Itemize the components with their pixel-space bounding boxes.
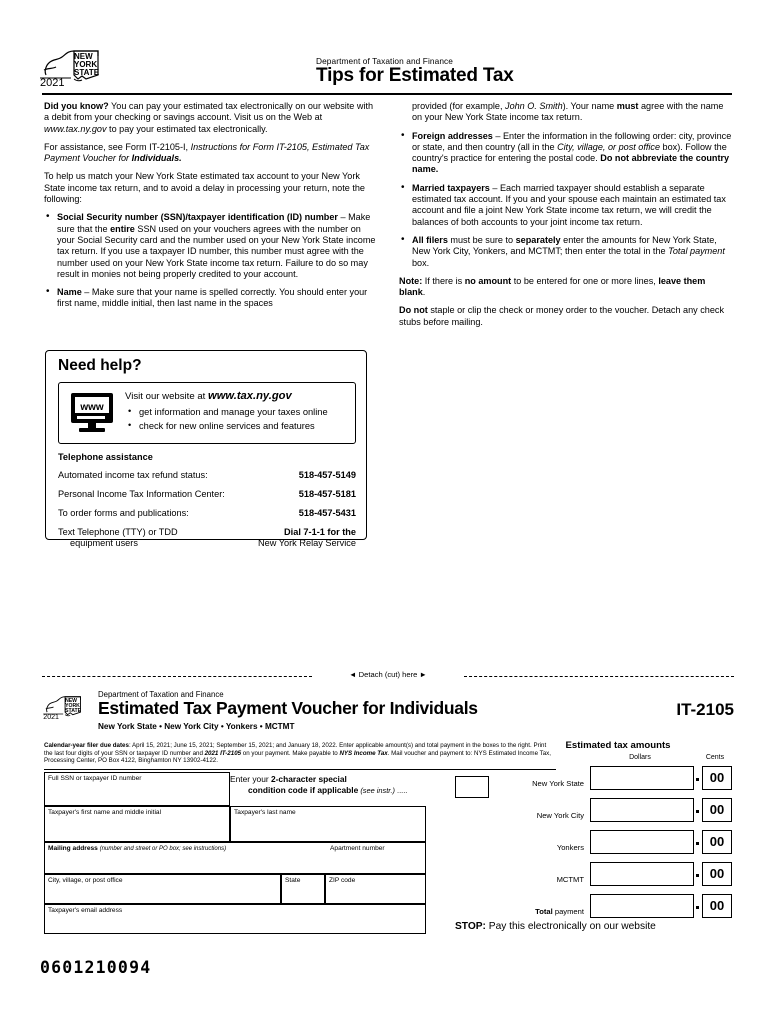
first-name-label: Taxpayer's first name and middle initial <box>48 809 162 816</box>
dollars-column-header: Dollars <box>629 754 651 761</box>
website-text-block <box>125 389 353 433</box>
state-field[interactable] <box>281 874 325 904</box>
amount-label: MCTMT <box>556 875 584 884</box>
decimal-dot <box>696 874 699 877</box>
telephone-assistance-title: Telephone assistance <box>58 452 153 462</box>
city-label: City, village, or post office <box>48 877 123 884</box>
phone-label: To order forms and publications: <box>58 508 189 518</box>
amount-dollars-input[interactable] <box>590 766 694 790</box>
svg-text:NEW: NEW <box>74 52 93 61</box>
amount-cents-value: 00 <box>702 766 732 790</box>
did-you-know-text-1: You can pay your estimated tax electronically on our website with a debit from your checking or savings account. Visit us on the Web at <box>44 101 374 123</box>
decimal-dot <box>696 778 699 781</box>
website-benefit-item: • get information and manage your taxes online <box>125 405 353 419</box>
bullet-all-filers <box>399 235 734 269</box>
bullet-married-label: Married taxpayers <box>412 182 490 193</box>
amount-cents-value: 00 <box>702 830 732 854</box>
amount-dollars-input[interactable] <box>590 798 694 822</box>
continuation-italic: John O. Smith <box>505 101 563 111</box>
detach-cut-line <box>42 670 734 684</box>
voucher-instructions <box>44 742 556 765</box>
bullet-foreign-addresses <box>399 131 734 176</box>
cents-column-header: Cents <box>705 754 725 761</box>
bullet-foreign-text-1: – Enter the information in the following order: city, province or state, and then country (all in the <box>412 130 732 152</box>
bullet-ssn-emphasis: entire <box>110 223 135 234</box>
stop-bold: STOP: <box>455 921 486 932</box>
decimal-dot <box>696 842 699 845</box>
stop-text: Pay this electronically on our website <box>485 921 656 932</box>
instructions-line-3: . Mail voucher and payment to: NYS Estimated Income Tax, Processing Center, PO Box 4122, Binghamton NY 13902-4122. <box>44 749 551 765</box>
amount-cents-value: 00 <box>702 862 732 886</box>
amount-row-new-york-state <box>498 766 738 792</box>
need-help-box <box>45 350 367 548</box>
bullet-ssn-label: Social Security number (SSN)/taxpayer identification (ID) number <box>57 212 338 223</box>
assistance-bold-italic: Individuals. <box>131 153 182 164</box>
www-monitor-icon <box>69 391 115 435</box>
svg-text:www: www <box>80 402 104 413</box>
bullet-all-filers-text-1: must be sure to <box>447 234 516 245</box>
bullet-all-filers-italic: Total payment <box>668 246 725 257</box>
mailing-address-field[interactable] <box>44 842 426 874</box>
bullet-foreign-label: Foreign addresses <box>412 130 493 141</box>
amount-dollars-input[interactable] <box>590 862 694 886</box>
header-divider <box>42 93 732 95</box>
last-name-field[interactable] <box>230 806 426 842</box>
continuation-bold: must <box>616 101 639 111</box>
condition-code-prefix: Enter your <box>230 774 271 784</box>
bullet-name <box>44 287 379 310</box>
new-york-state-logo-icon <box>38 45 116 89</box>
page-title: Tips for Estimated Tax <box>316 65 514 86</box>
do-not-staple-paragraph <box>399 305 734 328</box>
website-callout-box <box>58 382 356 444</box>
assistance-paragraph <box>44 142 379 165</box>
condition-code-dots: ..... <box>394 786 408 795</box>
amount-row-mctmt <box>498 862 738 888</box>
page-header <box>38 45 738 91</box>
bullet-married-text: – Each married taxpayer should establish a separate estimated tax account. If you and your spouse each maintain an estimated tax account and file a joint New York State income tax return, we will credit the balances of both accounts to your joint income tax return. <box>412 182 726 227</box>
instructions-bold-form: 2021 IT-2105 <box>204 749 242 757</box>
amount-label: Yonkers <box>556 843 584 852</box>
mailing-address-label-italic: (number and street or PO box; see instructions) <box>99 846 227 852</box>
did-you-know-text-2: to pay your estimated tax electronically. <box>106 123 268 134</box>
website-benefit-item: • check for new online services and features <box>125 419 353 433</box>
amount-dollars-input[interactable] <box>590 830 694 854</box>
assistance-italic: Instructions for Form IT-2105, Estimated Tax Payment Voucher for <box>44 141 370 164</box>
note-paragraph <box>399 276 734 299</box>
continuation-text-2: ). Your name <box>562 101 617 111</box>
decimal-dot <box>696 810 699 813</box>
did-you-know-url: www.tax.ny.gov <box>44 123 107 134</box>
amount-row-new-york-city <box>498 798 738 824</box>
bullet-foreign-text-2: box). Follow the country's practice for entering the postal code. <box>412 141 727 164</box>
last-name-label: Taxpayer's last name <box>234 809 296 816</box>
apartment-number-label: Apartment number <box>330 845 385 852</box>
detach-label: ◄ Detach (cut) here ► <box>349 670 427 679</box>
note-text-2: to be entered for one or more lines, <box>511 275 659 286</box>
voucher-subtitle: New York State • New York City • Yonkers • MCTMT <box>98 722 295 731</box>
note-label: Note: <box>399 275 423 286</box>
instructions-line-1: : April 15, 2021; June 15, 2021; September 15, 2021; and January 18, 2022. Enter applicable amount(s) and total payment in the boxes to the right. Print the last four digits of your SSN or taxpayer ID number and <box>44 742 547 757</box>
amount-cents-value: 00 <box>702 798 732 822</box>
bullet-foreign-italic: City, village, or post office <box>557 141 661 152</box>
state-label: State <box>285 877 301 884</box>
svg-text:YORK: YORK <box>74 60 98 69</box>
stop-notice <box>455 921 656 932</box>
city-field[interactable] <box>44 874 281 904</box>
mailing-address-label <box>48 845 226 852</box>
phone-label: Automated income tax refund status: <box>58 470 208 480</box>
new-york-state-logo-icon <box>42 692 92 722</box>
bullet-foreign-bold-tail: Do not abbreviate the country name. <box>412 153 730 175</box>
do-not-bold: Do not <box>399 305 428 316</box>
amount-cents-value: 00 <box>702 894 732 918</box>
voucher-department-line: Department of Taxation and Finance <box>98 690 224 699</box>
name-continuation-paragraph <box>399 101 734 124</box>
amount-label: New York State <box>532 779 584 788</box>
tty-value-line-1: Dial 7-1-1 for the <box>284 527 356 537</box>
tty-value-line-2: New York Relay Service <box>257 538 356 548</box>
website-url-link[interactable]: www.tax.ny.gov <box>208 390 292 402</box>
left-bullet-list <box>44 212 379 309</box>
bullet-name-dash: – Make sure that your name is spelled correctly. You should enter your first name, middle initial, then last name in the spaces <box>57 287 368 309</box>
bullet-all-filers-text-2: enter the amounts for New York State, New York City, Yonkers, and MCTMT; then enter the total in the <box>412 234 717 257</box>
did-you-know-label: Did you know? <box>44 101 109 111</box>
condition-code-bold-1: 2-character special <box>270 774 347 784</box>
website-benefit-list <box>125 405 353 433</box>
need-help-title: Need help? <box>58 357 142 374</box>
instructions-divider <box>44 769 556 770</box>
svg-text:2021: 2021 <box>43 714 59 722</box>
condition-code-input[interactable] <box>455 776 489 798</box>
svg-text:STATE: STATE <box>65 708 82 715</box>
phone-number: 518-457-5149 <box>298 470 356 480</box>
instructions-bold-payee: NYS Income Tax <box>339 749 388 757</box>
barcode-number: 0601210094 <box>40 958 152 977</box>
zip-field[interactable] <box>325 874 426 904</box>
voucher-fields-grid <box>44 772 426 917</box>
match-paragraph: To help us match your New York State estimated tax account to your New York State income tax return, and to avoid a delay in processing your return, note the following: <box>44 171 365 205</box>
voucher-header <box>42 690 734 738</box>
condition-code-see-instr: (see instr.) <box>358 786 395 795</box>
bullet-ssn <box>44 212 379 280</box>
note-text-1: If there is <box>422 275 465 286</box>
instructions-line-2: on your payment. Make payable to <box>241 749 340 757</box>
did-you-know-paragraph <box>44 101 379 135</box>
email-label: Taxpayer's email address <box>48 907 123 914</box>
visit-website-line <box>125 389 353 404</box>
visit-prefix: Visit our website at <box>125 391 209 402</box>
bullet-ssn-text: SSN used on your vouchers agrees with the number on your Social Security card and the number used on your New York State income tax return. If you use a taxpayer ID number, this number must agree with the number used on your New York State income tax return. Failure to do so may result in monies not being properly credited to your account. <box>57 223 376 279</box>
note-bold-2: leave them blank <box>399 275 706 298</box>
do-not-text: staple or clip the check or money order to the voucher. Detach any check stubs before mailing. <box>399 305 725 327</box>
zip-label: ZIP code <box>329 877 356 884</box>
note-bold-1: no amount <box>464 275 512 286</box>
continuation-text-3: agree with the name on your New York State income tax return. <box>412 101 724 123</box>
condition-code-bold-2: condition code if applicable <box>248 785 359 795</box>
note-text-3: . <box>422 287 426 298</box>
decimal-dot <box>696 906 699 909</box>
voucher-title: Estimated Tax Payment Voucher for Individuals <box>98 698 478 718</box>
due-dates-label: Calendar-year filer due dates <box>44 742 129 749</box>
form-number: IT-2105 <box>676 700 734 719</box>
bullet-all-filers-label: All filers <box>412 234 448 245</box>
assistance-text-1: For assistance, see Form IT-2105-I, <box>44 141 191 152</box>
svg-text:YORK: YORK <box>65 703 80 709</box>
first-name-field[interactable] <box>44 806 230 842</box>
bullet-married-taxpayers <box>399 183 734 228</box>
amount-row-yonkers <box>498 830 738 856</box>
ssn-field[interactable] <box>44 772 230 806</box>
bullet-all-filers-text-3: box. <box>412 257 430 268</box>
svg-text:2021: 2021 <box>40 77 65 89</box>
amount-label <box>498 907 584 916</box>
mailing-address-label-bold: Mailing address <box>48 845 100 852</box>
ssn-label: Full SSN or taxpayer ID number <box>48 775 142 782</box>
bullet-name-label: Name <box>57 287 82 298</box>
phone-label: Personal Income Tax Information Center: <box>58 489 225 499</box>
right-bullet-list <box>399 131 734 269</box>
estimated-tax-amounts-panel <box>498 740 738 920</box>
svg-text:NEW: NEW <box>65 697 77 704</box>
right-text-column <box>399 101 734 335</box>
bullet-ssn-dash: – Make sure that the <box>57 212 371 234</box>
email-field[interactable] <box>44 904 426 934</box>
phone-number: 518-457-5431 <box>298 508 356 518</box>
bullet-all-filers-bold-2: separately <box>515 234 561 245</box>
tty-label-line-2: equipment users <box>70 538 138 548</box>
continuation-text-1: provided (for example, <box>412 101 506 111</box>
left-text-column <box>44 101 379 317</box>
total-label-rest: payment <box>552 907 584 916</box>
total-label-bold: Total <box>535 907 553 916</box>
amount-dollars-input[interactable] <box>590 894 694 918</box>
tty-label-line-1: Text Telephone (TTY) or TDD <box>58 527 178 537</box>
amount-row-total-payment <box>498 894 738 920</box>
amount-label: New York City <box>536 811 584 820</box>
amounts-title: Estimated tax amounts <box>565 740 671 751</box>
svg-text:STATE: STATE <box>74 68 100 77</box>
phone-number: 518-457-5181 <box>298 489 356 499</box>
department-line: Department of Taxation and Finance <box>316 56 454 66</box>
